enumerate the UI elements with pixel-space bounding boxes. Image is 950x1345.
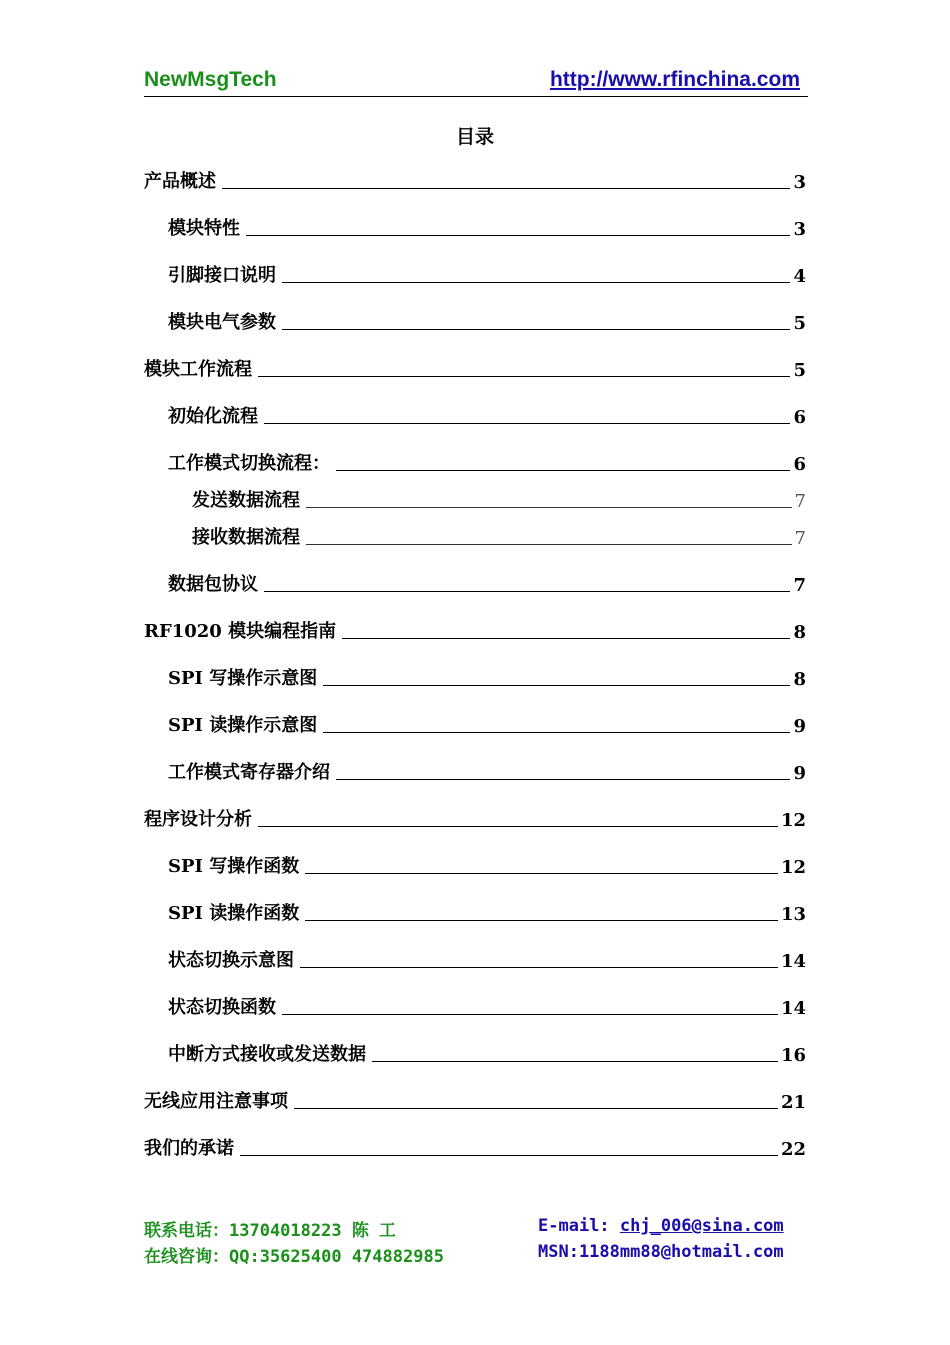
brand-name: NewMsgTech xyxy=(144,68,277,91)
email-link[interactable]: chj_006@sina.com xyxy=(619,1216,784,1236)
toc-entry-label: 状态切换示意图 xyxy=(168,950,294,971)
msn-contact: MSN:1188mm88@hotmail.com xyxy=(538,1242,784,1262)
toc-entry[interactable] xyxy=(168,899,806,925)
toc-entry-label: 接收数据流程 xyxy=(192,527,300,548)
toc-leader xyxy=(222,188,790,189)
toc-entry-page: 6 xyxy=(793,407,806,428)
toc-entry[interactable] xyxy=(192,523,806,549)
toc-leader xyxy=(282,282,790,283)
toc-entry-label: 中断方式接收或发送数据 xyxy=(168,1044,366,1065)
toc-entry-label: SPI 写操作函数 xyxy=(168,856,300,877)
toc-entry-page: 7 xyxy=(794,528,806,549)
toc-entry-page: 5 xyxy=(793,360,806,381)
toc-leader xyxy=(372,1061,778,1062)
toc-entry-label: SPI 读操作示意图 xyxy=(168,715,318,736)
email-line xyxy=(538,1216,784,1236)
toc-entry[interactable] xyxy=(168,946,806,972)
toc-entry-label: 模块电气参数 xyxy=(168,312,276,333)
toc-entry-page: 12 xyxy=(780,857,806,878)
toc-entry[interactable] xyxy=(168,758,806,784)
toc-entry[interactable] xyxy=(192,486,806,512)
toc-leader xyxy=(294,1108,778,1109)
toc-entry-label: 模块工作流程 xyxy=(144,359,252,380)
toc-entry-label: SPI 写操作示意图 xyxy=(168,668,318,689)
toc-entry[interactable] xyxy=(168,402,806,428)
toc-entry[interactable] xyxy=(144,617,806,643)
toc-entry-page: 7 xyxy=(793,575,806,596)
toc-entry-page: 3 xyxy=(793,219,806,240)
toc-entry-label: 发送数据流程 xyxy=(192,490,300,511)
toc-entry[interactable] xyxy=(144,355,806,381)
toc-entry-label: 工作模式切换流程： xyxy=(168,453,330,474)
toc-entry[interactable] xyxy=(168,308,806,334)
toc-leader xyxy=(305,920,778,921)
toc-entry-label: 数据包协议 xyxy=(168,574,258,595)
toc-entry[interactable] xyxy=(168,449,806,475)
toc-leader xyxy=(306,507,792,508)
toc-leader xyxy=(282,1014,778,1015)
toc-title: 目录 xyxy=(455,126,494,148)
toc-entry-label: RF1020 模块编程指南 xyxy=(144,621,337,642)
toc-entry-label: SPI 读操作函数 xyxy=(168,903,300,924)
toc-entry[interactable] xyxy=(168,570,806,596)
toc-leader xyxy=(258,376,790,377)
toc-entry-label: 状态切换函数 xyxy=(168,997,276,1018)
toc-entry[interactable] xyxy=(168,1040,806,1066)
toc-entry-page: 14 xyxy=(780,998,806,1019)
toc-leader xyxy=(342,638,790,639)
toc-leader xyxy=(323,732,790,733)
toc-entry-page: 13 xyxy=(780,904,806,925)
toc-entry-label: 工作模式寄存器介绍 xyxy=(168,762,330,783)
online-consult: 在线咨询：QQ:35625400 474882985 xyxy=(144,1247,444,1267)
toc-leader xyxy=(300,967,778,968)
email-label: E-mail: xyxy=(538,1216,620,1236)
toc-entry-page: 12 xyxy=(780,810,806,831)
toc-entry-page: 16 xyxy=(780,1045,806,1066)
toc-leader xyxy=(246,235,790,236)
toc-entry-page: 7 xyxy=(794,491,806,512)
toc-entry-label: 模块特性 xyxy=(168,218,240,239)
toc-entry[interactable] xyxy=(144,1134,806,1160)
toc-entry-label: 产品概述 xyxy=(144,171,216,192)
toc-leader xyxy=(258,826,778,827)
toc-entry-page: 6 xyxy=(793,454,806,475)
toc-entry-label: 程序设计分析 xyxy=(144,809,252,830)
toc-entry-label: 初始化流程 xyxy=(168,406,258,427)
toc-entry[interactable] xyxy=(168,214,806,240)
toc-leader xyxy=(305,873,778,874)
toc-entry-label: 引脚接口说明 xyxy=(168,265,276,286)
toc-leader xyxy=(264,423,790,424)
toc-leader xyxy=(306,544,792,545)
toc-entry-page: 22 xyxy=(780,1139,806,1160)
toc-entry[interactable] xyxy=(168,261,806,287)
toc-leader xyxy=(264,591,790,592)
toc-entry[interactable] xyxy=(144,805,806,831)
toc-entry-page: 9 xyxy=(793,763,806,784)
toc-entry[interactable] xyxy=(168,852,806,878)
toc-leader xyxy=(336,470,790,471)
toc-entry[interactable] xyxy=(168,664,806,690)
toc-entry-page: 4 xyxy=(793,266,806,287)
toc-entry-page: 14 xyxy=(780,951,806,972)
toc-entry-page: 5 xyxy=(793,313,806,334)
toc-entry-page: 21 xyxy=(780,1092,806,1113)
website-link[interactable]: http://www.rfinchina.com xyxy=(549,68,800,91)
toc-leader xyxy=(240,1155,778,1156)
toc-entry-page: 9 xyxy=(793,716,806,737)
toc-entry[interactable] xyxy=(144,167,806,193)
toc-leader xyxy=(282,329,790,330)
toc-entry-label: 无线应用注意事项 xyxy=(144,1091,288,1112)
toc-entry[interactable] xyxy=(168,711,806,737)
toc-leader xyxy=(323,685,790,686)
toc-entry-page: 3 xyxy=(793,172,806,193)
toc-entry-label: 我们的承诺 xyxy=(144,1138,234,1159)
toc-entry-page: 8 xyxy=(793,622,806,643)
toc-entry[interactable] xyxy=(144,1087,806,1113)
toc-entry-page: 8 xyxy=(793,669,806,690)
page-footer xyxy=(144,1214,808,1274)
contact-phone: 联系电话：13704018223 陈 工 xyxy=(144,1221,397,1241)
toc-entry[interactable] xyxy=(168,993,806,1019)
toc-leader xyxy=(336,779,790,780)
